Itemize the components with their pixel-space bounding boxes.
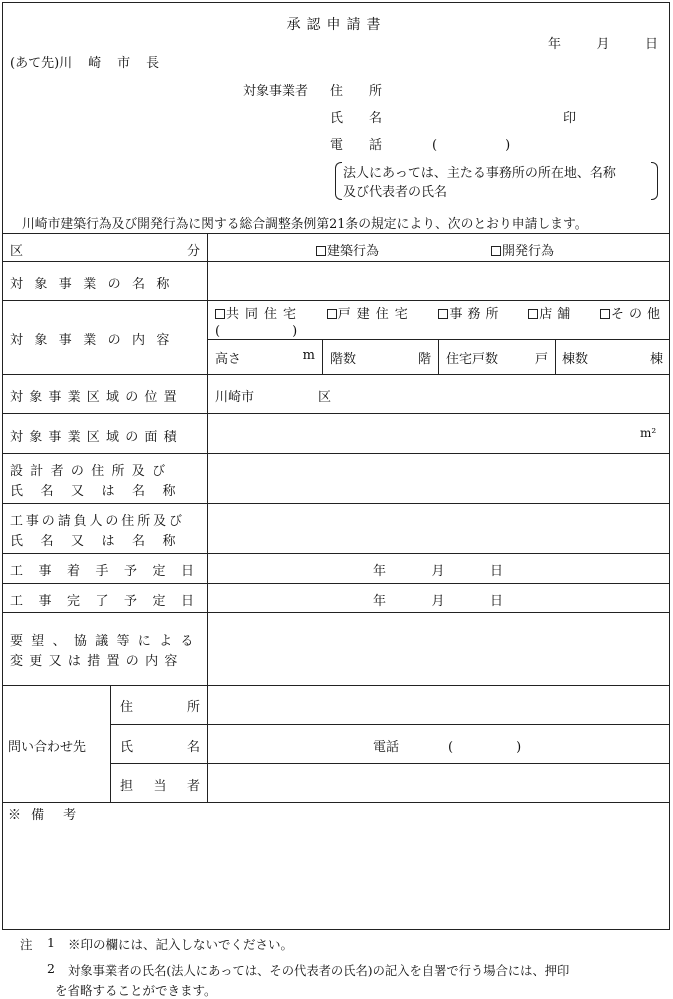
start-date-value — [373, 560, 503, 579]
applicant-phone-label: 電話 — [330, 138, 409, 153]
corporate-note-line1: 法人にあっては、主たる事務所の所在地、名称 — [343, 166, 616, 181]
start-date-label: 工事着手予定日 — [10, 564, 210, 579]
category-label — [10, 240, 200, 259]
note2-text-line1: 対象事業者の氏名(法人にあっては、その代表者の氏名)の記入を自署で行う場合には、押印 — [68, 964, 570, 978]
floors-cell — [330, 348, 431, 367]
statement: 川崎市建築行為及び開発行為に関する総合調整条例第21条の規定により、次のとおり申請します。 — [22, 217, 588, 232]
changes-label-line1: 要望、協議等による — [10, 634, 202, 649]
buildings-cell — [562, 348, 663, 367]
applicant-address-label: 住所 — [330, 84, 409, 99]
grid-line — [2, 553, 670, 554]
note1-text: ※印の欄には、記入しないでください。 — [68, 937, 294, 952]
note-brace-left — [335, 162, 342, 200]
category-option-building[interactable] — [316, 240, 379, 259]
notes-prefix: 注 — [20, 937, 33, 952]
grid-line — [2, 503, 670, 504]
grid-line — [2, 233, 670, 234]
buildings-unit: 棟 — [649, 352, 663, 367]
applicant-phone-paren: ( ) — [432, 138, 525, 153]
checkbox-building[interactable] — [316, 246, 326, 256]
floors-unit: 階 — [417, 352, 431, 367]
type-office[interactable] — [438, 303, 503, 322]
contact-person-label — [120, 775, 200, 794]
location-city: 川崎市 — [215, 390, 255, 405]
seal-mark: 印 — [563, 111, 577, 126]
checkbox-apartment[interactable] — [215, 309, 225, 319]
form-title: 承認申請書 — [286, 17, 387, 33]
date-month: 月 — [596, 37, 610, 52]
end-date-year: 年 — [373, 594, 387, 609]
contact-label: 問い合わせ先 — [8, 740, 87, 755]
changes-label-line2: 変更又は措置の内容 — [10, 654, 184, 669]
grid-line — [208, 339, 670, 340]
corporate-note-line2: 及び代表者の氏名 — [343, 185, 448, 200]
type-other-paren: ( ) — [215, 324, 302, 339]
note2-text-line2: を省略することができます。 — [55, 983, 217, 998]
checkbox-other[interactable] — [600, 309, 610, 319]
addressee-city: 川崎市長 — [59, 56, 176, 71]
height-cell — [215, 348, 315, 367]
grid-line — [2, 374, 670, 375]
contact-phone-paren: ( ) — [448, 740, 528, 755]
contact-person-char: 当 — [153, 779, 167, 794]
grid-line — [438, 339, 439, 374]
grid-line — [2, 300, 670, 301]
checkbox-store[interactable] — [528, 309, 538, 319]
category-option-development[interactable] — [491, 240, 554, 259]
contact-address-label — [120, 696, 200, 715]
contact-name-char: 氏 — [120, 740, 134, 755]
date-day: 日 — [644, 37, 658, 52]
checkbox-development[interactable] — [491, 246, 501, 256]
grid-line — [322, 339, 323, 374]
grid-line — [2, 413, 670, 414]
location-label: 対象事業区域の位置 — [10, 390, 183, 405]
contact-name-char: 名 — [186, 740, 200, 755]
type-house-label: 戸建住宅 — [337, 307, 414, 322]
grid-line — [555, 339, 556, 374]
type-house[interactable] — [327, 303, 414, 322]
category-option-development-label: 開発行為 — [502, 244, 555, 259]
category-label-char: 区 — [10, 244, 24, 259]
category-option-building-label: 建築行為 — [327, 244, 380, 259]
contact-address-char: 住 — [120, 700, 134, 715]
units-label: 住宅戸数 — [446, 352, 499, 367]
contact-person-char: 者 — [186, 779, 200, 794]
contact-name-label — [120, 736, 200, 755]
note2-number: 2 — [47, 961, 55, 976]
addressee — [10, 52, 175, 71]
contact-person-char: 担 — [120, 779, 134, 794]
note-brace-right — [651, 162, 658, 200]
checkbox-office[interactable] — [438, 309, 448, 319]
type-other-label: その他 — [610, 307, 665, 322]
project-name-field[interactable] — [209, 262, 669, 299]
addressee-prefix: (あて先) — [10, 56, 60, 71]
grid-line — [2, 612, 670, 613]
area-label: 対象事業区域の面積 — [10, 430, 183, 445]
contact-phone-label: 電話 — [373, 740, 400, 755]
end-date-month: 月 — [431, 594, 445, 609]
end-date-value — [373, 590, 503, 609]
units-cell — [446, 348, 548, 367]
height-unit: m — [302, 348, 315, 363]
applicant-name-label: 氏名 — [330, 111, 409, 126]
grid-line — [2, 685, 670, 686]
remarks-label: ※ 備 考 — [8, 808, 80, 823]
buildings-label: 棟数 — [562, 352, 589, 367]
end-date-day: 日 — [489, 594, 503, 609]
category-label-char: 分 — [186, 244, 200, 259]
type-office-label: 事務所 — [449, 307, 504, 322]
checkbox-house[interactable] — [327, 309, 337, 319]
designer-label-line2: 氏名又は名称 — [10, 484, 194, 499]
units-unit: 戸 — [534, 352, 548, 367]
applicant-label: 対象事業者 — [243, 84, 309, 99]
type-store[interactable] — [528, 303, 575, 322]
header-date — [548, 33, 658, 52]
contractor-label-line1: 工事の請負人の住所及び — [10, 514, 185, 529]
height-label: 高さ — [215, 352, 242, 367]
grid-line — [2, 583, 670, 584]
project-name-label: 対象事業の名称 — [10, 277, 181, 292]
end-date-label: 工事完了予定日 — [10, 594, 210, 609]
type-other[interactable] — [600, 303, 665, 322]
start-date-year: 年 — [373, 564, 387, 579]
area-unit: m² — [640, 426, 657, 440]
contact-address-char: 所 — [186, 700, 200, 715]
type-apartment-label: 共同住宅 — [226, 307, 303, 322]
grid-line — [207, 233, 208, 802]
note1-number: 1 — [47, 935, 55, 950]
designer-label-line1: 設計者の住所及び — [10, 464, 173, 479]
contractor-label-line2: 氏名又は名称 — [10, 534, 194, 549]
grid-line — [111, 724, 670, 725]
type-store-label: 店舗 — [539, 307, 576, 322]
date-year: 年 — [548, 37, 562, 52]
grid-line — [111, 763, 670, 764]
project-content-label: 対象事業の内容 — [10, 333, 181, 348]
start-date-month: 月 — [431, 564, 445, 579]
grid-line — [110, 685, 111, 802]
start-date-day: 日 — [489, 564, 503, 579]
location-ward: 区 — [318, 390, 332, 405]
grid-line — [2, 802, 670, 803]
grid-line — [2, 453, 670, 454]
floors-label: 階数 — [330, 352, 357, 367]
